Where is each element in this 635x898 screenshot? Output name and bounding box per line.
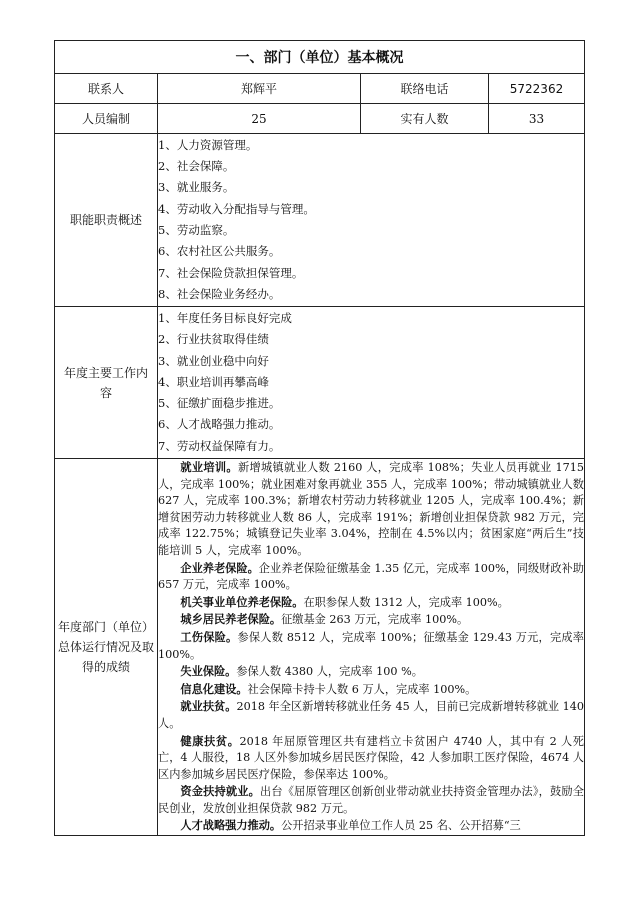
list-item: 2、行业扶贫取得佳绩: [158, 332, 269, 347]
list-item: 8、社会保险业务经办。: [158, 286, 281, 301]
list-item: 3、就业创业稳中向好: [158, 353, 269, 368]
performance-paragraph: 机关事业单位养老保险。在职参保人数 1312 人，完成率 100%。: [180, 594, 509, 609]
contact-value: 郑辉平: [158, 74, 361, 104]
performance-paragraph: 城乡居民养老保险。征缴基金 263 万元，完成率 100%。: [180, 612, 469, 627]
performance-paragraph: 工伤保险。参保人数 8512 人，完成率 100%；征缴基金 129.43 万元，完成率 100%。: [158, 629, 584, 661]
list-item: 7、劳动权益保障有力。: [158, 438, 281, 453]
list-item: 7、社会保险贷款担保管理。: [158, 265, 304, 280]
staff-quota-label: 人员编制: [55, 104, 158, 134]
tasks-label: 年度主要工作内容: [55, 307, 158, 459]
section-title: 一、部门（单位）基本概况: [55, 41, 585, 74]
list-item: 1、人力资源管理。: [158, 137, 258, 152]
performance-paragraph: 失业保险。参保人数 4380 人，完成率 100 %。: [180, 664, 423, 679]
tasks-list: [158, 307, 585, 459]
performance-paragraph: 资金扶持就业。出台《屈原管理区创新创业带动就业扶持资金管理办法》，鼓励全民创业，发放创业担保贷款 982 万元。: [158, 784, 584, 815]
phone-value: 5722362: [489, 74, 585, 104]
overview-table: [54, 40, 585, 836]
performance-label: 年度部门（单位）总体运行情况及取得的成绩: [55, 459, 158, 836]
list-item: 2、社会保障。: [158, 159, 235, 174]
list-item: 6、农村社区公共服务。: [158, 244, 281, 259]
list-item: 4、劳动收入分配指导与管理。: [158, 201, 315, 216]
contact-label: 联系人: [55, 74, 158, 104]
staff-quota-value: 25: [158, 104, 361, 134]
functions-label: 职能职责概述: [55, 134, 158, 307]
staff-actual-label: 实有人数: [361, 104, 489, 134]
performance-paragraph: 就业扶贫。2018 年全区新增转移就业任务 45 人，目前已完成新增转移就业 140 人。: [158, 699, 584, 730]
list-item: 3、就业服务。: [158, 180, 235, 195]
list-item: 5、劳动监察。: [158, 223, 235, 237]
performance-content: [158, 459, 585, 836]
performance-paragraph: 企业养老保险。企业养老保险征缴基金 1.35 亿元，完成率 100%，同级财政补助 657 万元，完成率 100%。: [158, 560, 584, 592]
list-item: 6、人才战略强力推动。: [158, 417, 281, 432]
performance-paragraph: 就业培训。新增城镇就业人数 2160 人，完成率 108%；失业人员再就业 1715 人，完成率 100%；就业困难对象再就业 355 人，完成率 100%；带动城镇就业人数 627 人，完成率 100.3%；新增农村劳动力转移就业 1205 人，完成率 100.4%；新增贫困劳动力转移就业人数 86 人，完成率 191%；新增创业担保贷款 982 万元，完成率 122.75%；城镇登记失业率 3.04%，控制在 4.5%以内；贫困家庭“两后生”技能培训 5 人，完成率 100%。: [158, 460, 584, 557]
list-item: 5、征缴扩面稳步推进。: [158, 396, 281, 411]
performance-paragraph: 人才战略强力推动。公开招录事业单位工作人员 25 名、公开招募“三: [180, 818, 521, 833]
performance-paragraph: 健康扶贫。2018 年屈原管理区共有建档立卡贫困户 4740 人，其中有 2 人死亡，4 人服役，18 人区外参加城乡居民医疗保险，42 人参加职工医疗保险，4674 人区内参加城乡居民医疗保险，参保率达 100%。: [158, 733, 584, 781]
phone-label: 联络电话: [361, 74, 489, 104]
staff-actual-value: 33: [489, 104, 585, 134]
list-item: 4、职业培训再攀高峰: [158, 374, 269, 389]
performance-paragraph: 信息化建设。社会保障卡持卡人数 6 万人，完成率 100%。: [180, 681, 477, 696]
functions-list: [158, 134, 585, 307]
list-item: 1、年度任务目标良好完成: [158, 310, 292, 325]
